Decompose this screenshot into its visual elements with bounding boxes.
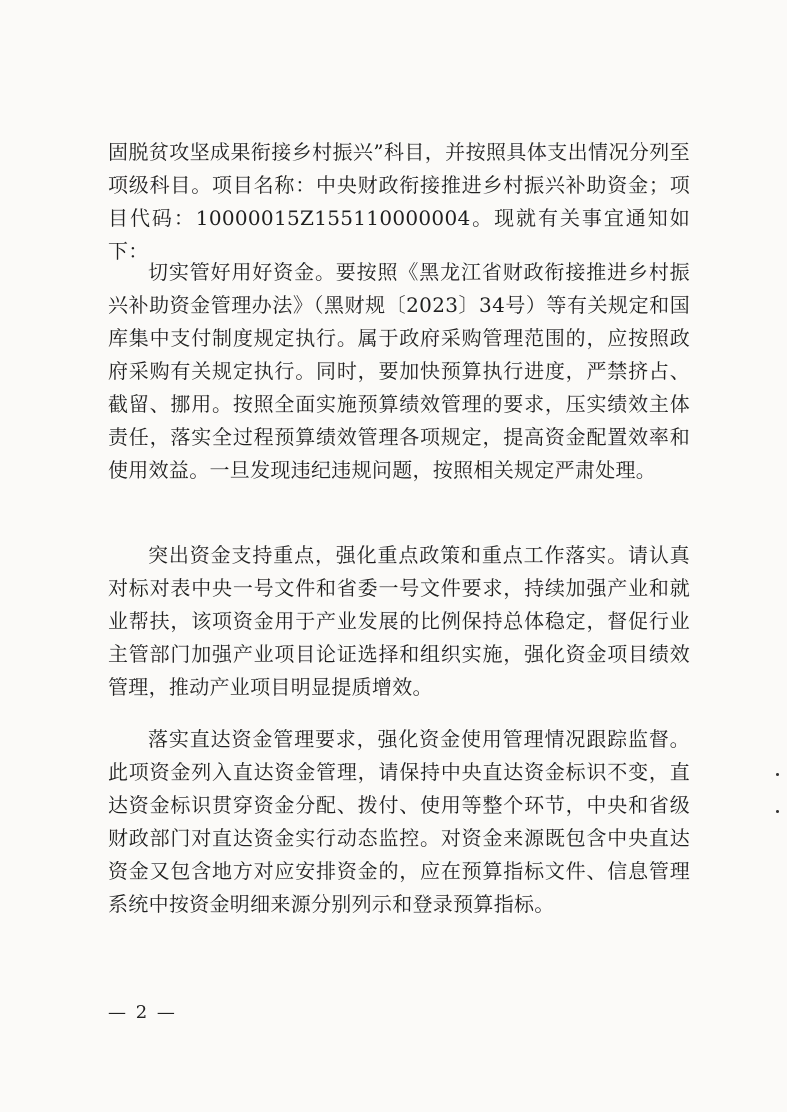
paragraph-continuation: 固脱贫攻坚成果衔接乡村振兴”科目，并按照具体支出情况分列至项级科目。项目名称：中央财政衔接推进乡村振兴补助资金；项目代码：10000015Z155110000004。现就有关事宜通知如下： [108, 140, 690, 263]
scan-speck [776, 810, 779, 813]
page-number: — 2 — [108, 1002, 177, 1023]
scan-speck [776, 773, 779, 776]
paragraph-fund-management: 切实管好用好资金。要按照《黑龙江省财政衔接推进乡村振兴补助资金管理办法》（黑财规〔2023〕34号）等有关规定和国库集中支付制度规定执行。属于政府采购管理范围的，应按照政府采购有关规定执行。同时，要加快预算执行进度，严禁挤占、截留、挪用。按照全面实施预算绩效管理的要求，压实绩效主体责任，落实全过程预算绩效管理各项规定，提高资金配置效率和使用效益。一旦发现违纪违规问题，按照相关规定严肃处理。 [108, 260, 690, 482]
paragraph-key-support: 突出资金支持重点，强化重点政策和重点工作落实。请认真对标对表中央一号文件和省委一号文件要求，持续加强产业和就业帮扶，该项资金用于产业发展的比例保持总体稳定，督促行业主管部门加强产业项目论证选择和组织实施，强化资金项目绩效管理，推动产业项目明显提质增效。 [108, 543, 690, 699]
paragraph-direct-funds: 落实直达资金管理要求，强化资金使用管理情况跟踪监督。此项资金列入直达资金管理，请保持中央直达资金标识不变，直达资金标识贯穿资金分配、拨付、使用等整个环节，中央和省级财政部门对直达资金实行动态监控。对资金来源既包含中央直达资金又包含地方对应安排资金的，应在预算指标文件、信息管理系统中按资金明细来源分别列示和登录预算指标。 [108, 727, 690, 916]
